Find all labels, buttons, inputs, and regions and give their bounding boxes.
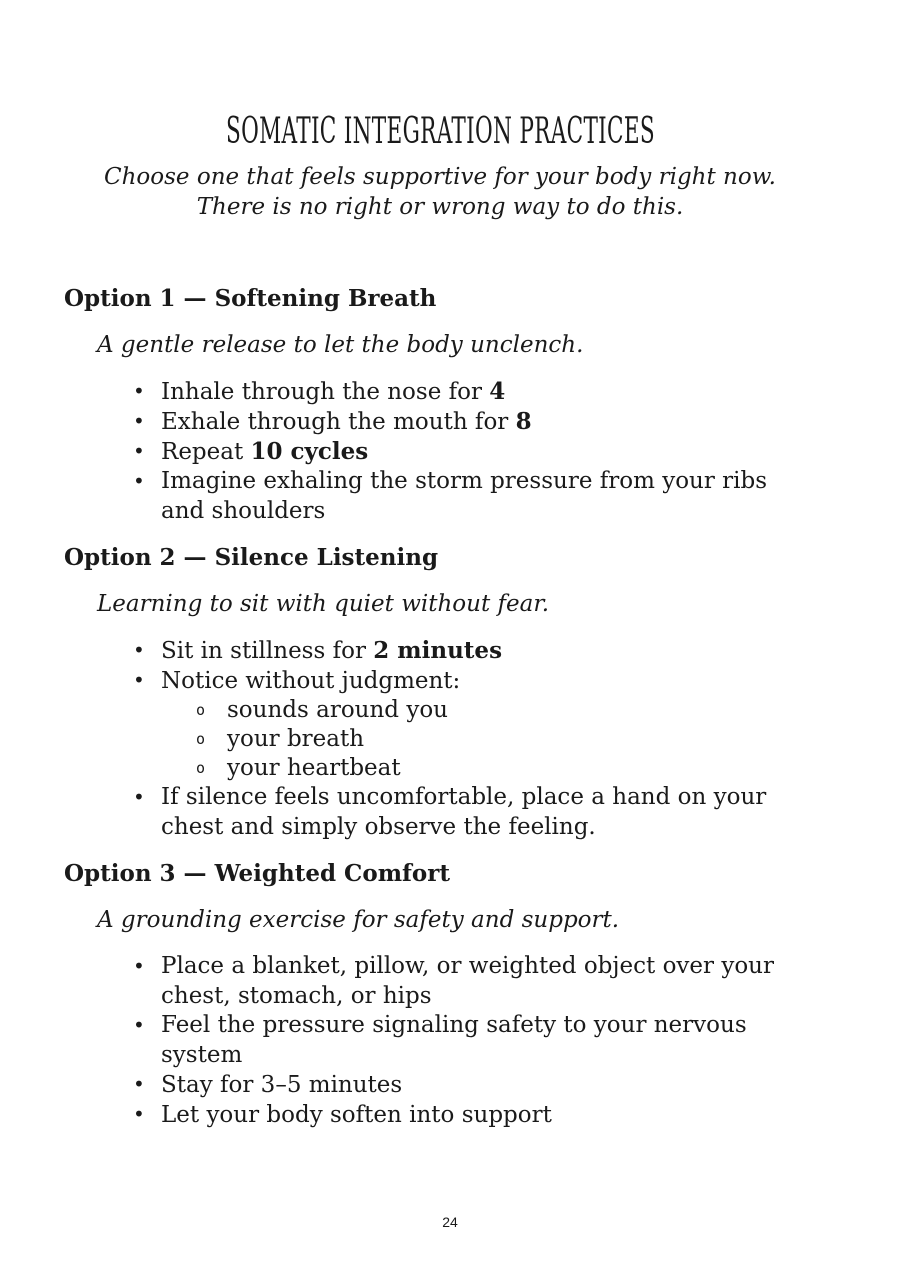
list-item (64, 1100, 900, 1130)
subtitle-line: There is no right or wrong way to do this. (196, 194, 684, 220)
page-title-text: SOMATIC INTEGRATION PRACTICES (225, 111, 655, 152)
bullet-list (64, 377, 900, 526)
page-number: 24 (442, 1214, 458, 1230)
section-description: Learning to sit with quiet without fear. (97, 591, 550, 617)
bullet-text: Inhale through the nose for (161, 379, 490, 405)
sub-list-item (161, 696, 900, 725)
section-heading: Option 1 — Softening Breath (64, 285, 437, 312)
bullet-list (64, 636, 900, 842)
page-subtitle (0, 162, 880, 222)
section-description: A gentle release to let the body unclench. (97, 332, 584, 358)
section-option-3 (64, 860, 900, 1130)
section-option-2 (64, 544, 900, 842)
page-header (0, 0, 880, 222)
sub-bullet-text: sounds around you (227, 697, 448, 723)
list-item (64, 377, 900, 407)
bullet-text: Place a blanket, pillow, or weighted object over your chest, stomach, or hips (161, 953, 774, 1009)
list-item (64, 1011, 900, 1070)
list-item (64, 467, 900, 526)
section-option-1 (64, 285, 900, 526)
list-item (64, 636, 900, 666)
bullet-bold-text: 2 minutes (373, 637, 503, 664)
section-heading: Option 3 — Weighted Comfort (64, 860, 451, 887)
sub-bullet-list (161, 696, 900, 783)
page-title (0, 0, 880, 152)
subtitle-line: Choose one that feels supportive for your body right now. (104, 164, 776, 190)
section-heading: Option 2 — Silence Listening (64, 544, 439, 571)
bullet-bold-text: 10 cycles (250, 438, 369, 465)
bullet-text: Imagine exhaling the storm pressure from your ribs and shoulders (161, 468, 768, 524)
bullet-text: Stay for 3–5 minutes (161, 1072, 403, 1098)
bullet-list (64, 952, 900, 1130)
bullet-bold-text: 8 (515, 408, 532, 435)
sub-list-item (161, 754, 900, 783)
sub-bullet-text: your heartbeat (227, 755, 401, 781)
section-description: A grounding exercise for safety and support. (97, 907, 620, 933)
sub-bullet-text: your breath (227, 726, 365, 752)
bullet-text: Sit in stillness for (161, 638, 374, 664)
list-item (64, 666, 900, 783)
bullet-text: Feel the pressure signaling safety to your nervous system (161, 1012, 747, 1068)
bullet-text: Exhale through the mouth for (161, 409, 516, 435)
list-item (64, 437, 900, 467)
bullet-text: Notice without judgment: (161, 668, 461, 694)
list-item (64, 1070, 900, 1100)
bullet-text: Let your body soften into support (161, 1102, 552, 1128)
page-content (0, 285, 900, 1130)
bullet-bold-text: 4 (489, 378, 506, 405)
list-item (64, 407, 900, 437)
list-item (64, 783, 900, 842)
bullet-text: Repeat (161, 439, 251, 465)
sub-list-item (161, 725, 900, 754)
list-item (64, 952, 900, 1011)
bullet-text: If silence feels uncomfortable, place a hand on your chest and simply observe the feeling. (161, 784, 767, 840)
